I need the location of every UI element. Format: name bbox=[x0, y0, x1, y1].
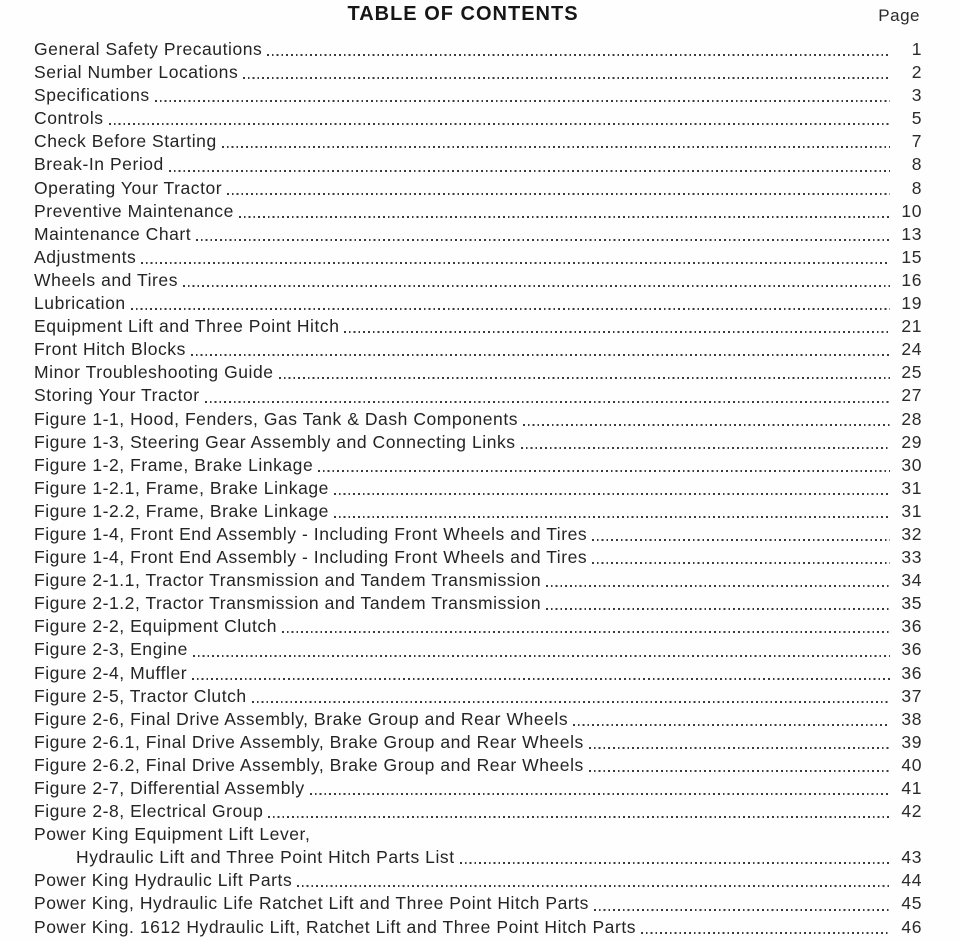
toc-entry bbox=[34, 500, 922, 523]
toc-entry-page: 41 bbox=[901, 778, 922, 798]
toc-entry-label: Equipment Lift and Three Point Hitch bbox=[34, 316, 340, 337]
toc-entry-page: 46 bbox=[901, 916, 922, 937]
toc-entry bbox=[34, 800, 922, 823]
toc-entry-page: 37 bbox=[901, 685, 922, 706]
toc-entry-label: Figure 2-7, Differential Assembly bbox=[34, 778, 305, 798]
toc-entry-page: 33 bbox=[901, 547, 922, 568]
dot-leader bbox=[546, 585, 890, 587]
dot-leader bbox=[318, 470, 890, 472]
toc-entry-label: Figure 2-5, Tractor Clutch bbox=[34, 685, 247, 706]
toc-entry bbox=[34, 523, 922, 546]
dot-leader bbox=[169, 170, 890, 172]
toc-entry bbox=[34, 731, 922, 754]
toc-entry-page: 1 bbox=[911, 39, 922, 59]
dot-leader bbox=[589, 770, 890, 772]
toc-entry bbox=[34, 869, 922, 892]
dot-leader bbox=[546, 608, 890, 610]
toc-entry-label: Front Hitch Blocks bbox=[34, 339, 186, 360]
toc-entry-page: 45 bbox=[901, 893, 922, 914]
toc-entry-page: 36 bbox=[901, 639, 922, 660]
toc-entry bbox=[34, 431, 922, 454]
toc-entry-page: 2 bbox=[911, 62, 922, 83]
toc-entry bbox=[34, 638, 922, 661]
toc-entry bbox=[34, 408, 922, 431]
toc-entry bbox=[34, 338, 922, 361]
toc-entry-page: 29 bbox=[901, 431, 922, 452]
dot-leader bbox=[155, 100, 890, 102]
toc-entry-label: Maintenance Chart bbox=[34, 223, 192, 244]
dot-leader bbox=[297, 885, 890, 887]
dot-leader bbox=[192, 678, 890, 680]
toc-entry-page: 3 bbox=[911, 85, 922, 106]
dot-leader bbox=[268, 816, 890, 818]
dot-leader bbox=[523, 424, 890, 426]
toc-entry-label: Preventive Maintenance bbox=[34, 200, 234, 221]
toc-entry-page: 24 bbox=[901, 339, 922, 360]
toc-entry-label: General Safety Precautions bbox=[34, 39, 263, 59]
toc-entry bbox=[34, 361, 922, 384]
toc-entry-page: 13 bbox=[901, 223, 922, 244]
dot-leader bbox=[109, 123, 890, 125]
dot-leader bbox=[460, 862, 890, 864]
toc-entry-page: 10 bbox=[901, 200, 922, 221]
toc-entry bbox=[34, 662, 922, 685]
toc-header bbox=[34, 3, 922, 33]
toc-entry-page: 39 bbox=[901, 731, 922, 752]
toc-entry bbox=[34, 61, 922, 84]
toc-entry-label: Wheels and Tires bbox=[34, 269, 178, 290]
dot-leader bbox=[334, 516, 890, 518]
toc-entry-page: 16 bbox=[901, 269, 922, 290]
dot-leader bbox=[193, 655, 890, 657]
toc-entry bbox=[34, 177, 922, 200]
toc-entry-label: Specifications bbox=[34, 85, 150, 106]
dot-leader bbox=[334, 493, 890, 495]
dot-leader bbox=[239, 216, 890, 218]
toc-entry-label: Figure 2-3, Engine bbox=[34, 639, 188, 660]
toc-entry-page: 44 bbox=[901, 870, 922, 891]
toc-entry-label: Power King, Hydraulic Life Ratchet Lift and Three Point Hitch Parts bbox=[34, 893, 589, 914]
toc-entry-label: Figure 1-2, Frame, Brake Linkage bbox=[34, 454, 314, 475]
toc-entry bbox=[34, 615, 922, 638]
toc-entry-page: 36 bbox=[901, 616, 922, 637]
toc-entry-label: Break-In Period bbox=[34, 154, 164, 175]
toc-entry bbox=[34, 454, 922, 477]
dot-leader bbox=[191, 354, 890, 356]
toc-entry bbox=[34, 685, 922, 708]
toc-entry-page: 15 bbox=[901, 246, 922, 267]
toc-entry bbox=[34, 315, 922, 338]
toc-entry bbox=[34, 269, 922, 292]
toc-entry-label: Check Before Starting bbox=[34, 131, 217, 152]
toc-entry bbox=[34, 754, 922, 777]
toc-entry-page: 36 bbox=[901, 662, 922, 683]
toc-entry-label: Figure 2-1.1, Tractor Transmission and Tandem Transmission bbox=[34, 570, 542, 591]
toc-entry-label: Power King Equipment Lift Lever, bbox=[34, 824, 311, 845]
toc-entry-label: Power King Hydraulic Lift Parts bbox=[34, 870, 293, 891]
toc-entry bbox=[34, 292, 922, 315]
toc-entry-page: 5 bbox=[911, 108, 922, 129]
toc-entry bbox=[34, 130, 922, 153]
toc-entry-page: 8 bbox=[911, 154, 922, 175]
toc-entry-page: 8 bbox=[911, 177, 922, 198]
toc-entry-label: Lubrication bbox=[34, 293, 126, 314]
toc-entry bbox=[34, 38, 922, 61]
toc-entry-label: Figure 1-1, Hood, Fenders, Gas Tank & Dash Components bbox=[34, 408, 519, 429]
toc-entry-page: 30 bbox=[901, 454, 922, 475]
toc-entry bbox=[34, 384, 922, 407]
toc-entry-page: 42 bbox=[901, 801, 922, 822]
dot-leader bbox=[267, 54, 890, 56]
toc-entry bbox=[34, 592, 922, 615]
dot-leader bbox=[141, 262, 890, 264]
toc-entry-page: 32 bbox=[901, 523, 922, 544]
toc-entry bbox=[34, 777, 922, 800]
dot-leader bbox=[310, 793, 890, 795]
toc-entry bbox=[34, 916, 922, 939]
dot-leader bbox=[222, 146, 890, 148]
toc-entry-label: Figure 2-1.2, Tractor Transmission and Tandem Transmission bbox=[34, 593, 542, 614]
toc-entry bbox=[34, 546, 922, 569]
dot-leader bbox=[196, 239, 890, 241]
toc-entry bbox=[34, 892, 922, 915]
toc-entry-label: Figure 2-4, Muffler bbox=[34, 662, 188, 683]
toc-entry-label: Storing Your Tractor bbox=[34, 385, 200, 406]
dot-leader bbox=[279, 377, 890, 379]
dot-leader bbox=[227, 193, 890, 195]
toc-entry-label: Figure 2-6.1, Final Drive Assembly, Brake Group and Rear Wheels bbox=[34, 731, 584, 752]
dot-leader bbox=[205, 401, 890, 403]
toc-entry-label: Figure 1-4, Front End Assembly - Including Front Wheels and Tires bbox=[34, 523, 588, 544]
dot-leader bbox=[592, 539, 890, 541]
toc-entry-page: 7 bbox=[911, 131, 922, 152]
toc-entry-label: Figure 2-6.2, Final Drive Assembly, Brake Group and Rear Wheels bbox=[34, 754, 584, 775]
toc-entry-page: 28 bbox=[901, 408, 922, 429]
toc-entry bbox=[34, 107, 922, 130]
dot-leader bbox=[573, 724, 890, 726]
toc-entry-page: 27 bbox=[901, 385, 922, 406]
toc-entry bbox=[34, 200, 922, 223]
toc-entry bbox=[34, 246, 922, 269]
toc-entry bbox=[34, 84, 922, 107]
toc-entry bbox=[34, 477, 922, 500]
dot-leader bbox=[252, 701, 890, 703]
toc-entry-label: Figure 1-4, Front End Assembly - Including Front Wheels and Tires bbox=[34, 547, 588, 568]
dot-leader bbox=[131, 308, 890, 310]
dot-leader bbox=[521, 447, 890, 449]
toc-entry-label: Operating Your Tractor bbox=[34, 177, 223, 198]
dot-leader bbox=[592, 562, 890, 564]
toc-entry-page: 31 bbox=[901, 477, 922, 498]
toc-entry-page: 34 bbox=[901, 570, 922, 591]
dot-leader bbox=[183, 285, 890, 287]
toc-entry bbox=[34, 569, 922, 592]
toc-entry-page: 38 bbox=[901, 708, 922, 729]
dot-leader bbox=[641, 932, 890, 934]
toc-entry-label: Hydraulic Lift and Three Point Hitch Parts List bbox=[76, 847, 455, 868]
dot-leader bbox=[344, 331, 890, 333]
dot-leader bbox=[594, 909, 890, 911]
toc-entry bbox=[34, 846, 922, 869]
dot-leader bbox=[282, 631, 890, 633]
toc-entry-label: Figure 1-3, Steering Gear Assembly and Connecting Links bbox=[34, 431, 516, 452]
toc-entry-label: Figure 2-2, Equipment Clutch bbox=[34, 616, 278, 637]
toc-entry-label: Figure 2-8, Electrical Group bbox=[34, 801, 264, 822]
toc-entry-page: 31 bbox=[901, 500, 922, 521]
toc-entry bbox=[34, 153, 922, 176]
toc-entry-page: 19 bbox=[901, 293, 922, 314]
toc-entry-label: Power King. 1612 Hydraulic Lift, Ratchet Lift and Three Point Hitch Parts bbox=[34, 916, 637, 937]
toc-entry-page: 43 bbox=[901, 847, 922, 868]
toc-list bbox=[34, 38, 922, 939]
dot-leader bbox=[243, 77, 890, 79]
toc-entry-label: Controls bbox=[34, 108, 104, 129]
toc-entry bbox=[34, 823, 922, 846]
dot-leader bbox=[589, 747, 890, 749]
toc-entry-page: 35 bbox=[901, 593, 922, 614]
page-column-label: Page bbox=[878, 6, 920, 25]
toc-entry-label: Adjustments bbox=[34, 246, 137, 267]
toc-entry bbox=[34, 223, 922, 246]
toc-entry-label: Minor Troubleshooting Guide bbox=[34, 362, 274, 383]
toc-entry-page: 40 bbox=[901, 754, 922, 775]
page-title: TABLE OF CONTENTS bbox=[347, 3, 579, 25]
toc-entry-label: Figure 1-2.1, Frame, Brake Linkage bbox=[34, 477, 329, 498]
toc-entry-label: Figure 2-6, Final Drive Assembly, Brake Group and Rear Wheels bbox=[34, 708, 569, 729]
toc-entry bbox=[34, 708, 922, 731]
toc-entry-label: Serial Number Locations bbox=[34, 62, 239, 83]
toc-entry-page: 21 bbox=[901, 316, 922, 337]
toc-entry-page: 25 bbox=[901, 362, 922, 383]
toc-entry-label: Figure 1-2.2, Frame, Brake Linkage bbox=[34, 500, 329, 521]
